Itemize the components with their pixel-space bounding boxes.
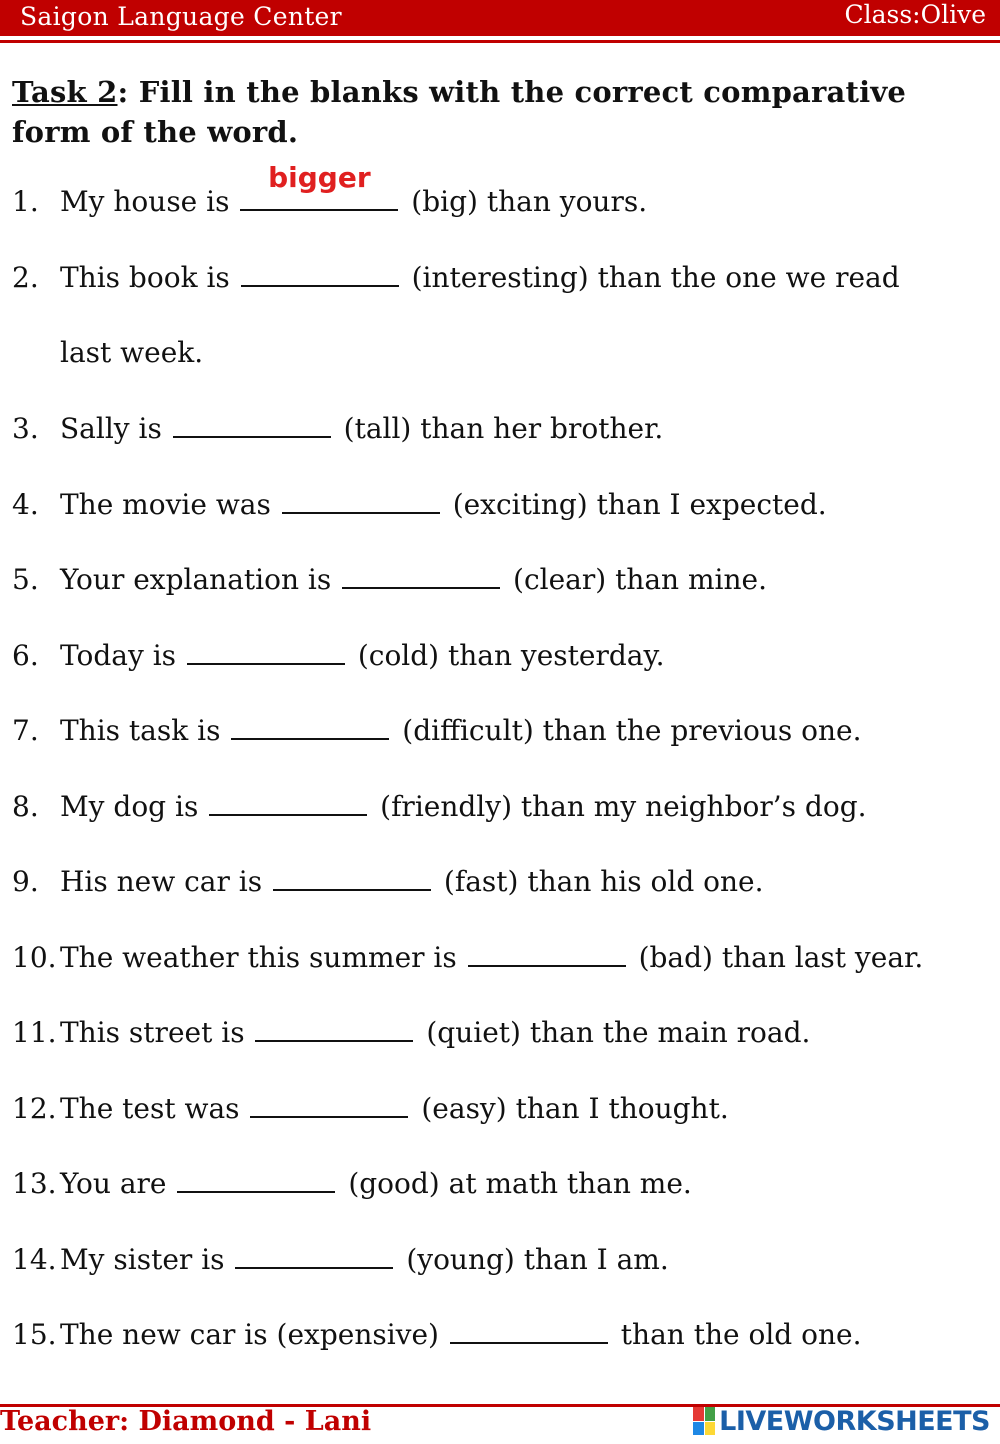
question-number: 1. bbox=[12, 185, 39, 218]
answer-blank-14[interactable] bbox=[235, 1243, 393, 1269]
question-2 bbox=[12, 261, 900, 295]
question-text-before: The movie was bbox=[60, 488, 271, 521]
question-number: 8. bbox=[12, 790, 39, 823]
question-text-after: (quiet) than the main road. bbox=[426, 1016, 811, 1049]
question-text-after: (good) at math than me. bbox=[348, 1167, 692, 1200]
task-instruction: : Fill in the blanks with the correct comparative form of the word. bbox=[12, 75, 907, 149]
question-10 bbox=[12, 941, 923, 975]
question-text-after: (difficult) than the previous one. bbox=[402, 714, 862, 747]
question-12 bbox=[12, 1092, 729, 1126]
answer-blank-6[interactable] bbox=[187, 639, 345, 665]
answer-blank-1[interactable] bbox=[240, 161, 398, 211]
question-text-before: Sally is bbox=[60, 412, 162, 445]
answer-blank-7[interactable] bbox=[231, 714, 389, 740]
answer-blank-4[interactable] bbox=[282, 488, 440, 514]
question-number: 9. bbox=[12, 865, 39, 898]
question-text-before: Today is bbox=[60, 639, 177, 672]
answer-blank-12[interactable] bbox=[250, 1092, 408, 1118]
brand-name: LIVEWORKSHEETS bbox=[719, 1405, 990, 1437]
answer-blank-13[interactable] bbox=[177, 1167, 335, 1193]
question-number: 13. bbox=[12, 1167, 57, 1200]
question-text-after: (easy) than I thought. bbox=[421, 1092, 729, 1125]
answer-text: bigger bbox=[268, 161, 371, 194]
question-7 bbox=[12, 714, 862, 748]
question-3 bbox=[12, 412, 663, 446]
answer-blank-10[interactable] bbox=[468, 941, 626, 967]
liveworksheets-logo bbox=[693, 1404, 990, 1438]
answer-blank-2[interactable] bbox=[241, 261, 399, 287]
question-text-after: (bad) than last year. bbox=[638, 941, 924, 974]
header-divider bbox=[0, 40, 1000, 43]
answer-blank-15[interactable] bbox=[450, 1318, 608, 1344]
question-number: 7. bbox=[12, 714, 39, 747]
question-15 bbox=[12, 1318, 861, 1352]
answer-blank-5[interactable] bbox=[342, 563, 500, 589]
question-text-before: The test was bbox=[60, 1092, 240, 1125]
teacher-name: Teacher: Diamond - Lani bbox=[0, 1406, 372, 1437]
question-4 bbox=[12, 488, 827, 522]
question-number: 2. bbox=[12, 261, 39, 294]
question-number: 6. bbox=[12, 639, 39, 672]
question-text-after: (fast) than his old one. bbox=[443, 865, 764, 898]
question-number: 12. bbox=[12, 1092, 57, 1125]
question-13 bbox=[12, 1167, 692, 1201]
header-bar bbox=[0, 0, 1000, 36]
question-text-after: (tall) than her brother. bbox=[343, 412, 664, 445]
answer-blank-8[interactable] bbox=[209, 790, 367, 816]
question-text-before: My sister is bbox=[60, 1243, 225, 1276]
question-text-after: (clear) than mine. bbox=[513, 563, 767, 596]
liveworksheets-logo-icon bbox=[693, 1407, 715, 1435]
task-label: Task 2 bbox=[12, 75, 118, 109]
question-text-before: My dog is bbox=[60, 790, 199, 823]
question-text-before: This street is bbox=[60, 1016, 245, 1049]
question-text-before: Your explanation is bbox=[60, 563, 332, 596]
answer-blank-3[interactable] bbox=[173, 412, 331, 438]
question-14 bbox=[12, 1243, 669, 1277]
question-text-before: This task is bbox=[60, 714, 221, 747]
question-8 bbox=[12, 790, 867, 824]
question-1 bbox=[12, 161, 648, 219]
question-6 bbox=[12, 639, 665, 673]
answer-blank-9[interactable] bbox=[273, 865, 431, 891]
question-text-after: than the old one. bbox=[620, 1318, 862, 1351]
question-number: 11. bbox=[12, 1016, 57, 1049]
question-number: 10. bbox=[12, 941, 57, 974]
school-name: Saigon Language Center bbox=[20, 2, 342, 31]
question-text-before: This book is bbox=[60, 261, 230, 294]
class-name: Class:Olive bbox=[844, 0, 986, 29]
question-text-before: His new car is bbox=[60, 865, 263, 898]
question-text-before: You are bbox=[60, 1167, 167, 1200]
question-text-after: (friendly) than my neighbor’s dog. bbox=[380, 790, 867, 823]
question-number: 14. bbox=[12, 1243, 57, 1276]
question-text-before: The new car is (expensive) bbox=[60, 1318, 439, 1351]
question-text-before: The weather this summer is bbox=[60, 941, 457, 974]
task-heading bbox=[12, 72, 972, 152]
question-number: 15. bbox=[12, 1318, 57, 1351]
question-11 bbox=[12, 1016, 810, 1050]
question-text-before: My house is bbox=[60, 185, 230, 218]
question-2-continuation: last week. bbox=[60, 336, 204, 369]
answer-blank-11[interactable] bbox=[255, 1016, 413, 1042]
question-text-after: (big) than yours. bbox=[411, 185, 648, 218]
question-text-after: (cold) than yesterday. bbox=[357, 639, 665, 672]
question-text-after: (interesting) than the one we read bbox=[411, 261, 900, 294]
question-5 bbox=[12, 563, 767, 597]
question-text-after: (young) than I am. bbox=[406, 1243, 669, 1276]
question-number: 5. bbox=[12, 563, 39, 596]
question-number: 4. bbox=[12, 488, 39, 521]
question-9 bbox=[12, 865, 764, 899]
question-number: 3. bbox=[12, 412, 39, 445]
question-text-after: (exciting) than I expected. bbox=[452, 488, 827, 521]
